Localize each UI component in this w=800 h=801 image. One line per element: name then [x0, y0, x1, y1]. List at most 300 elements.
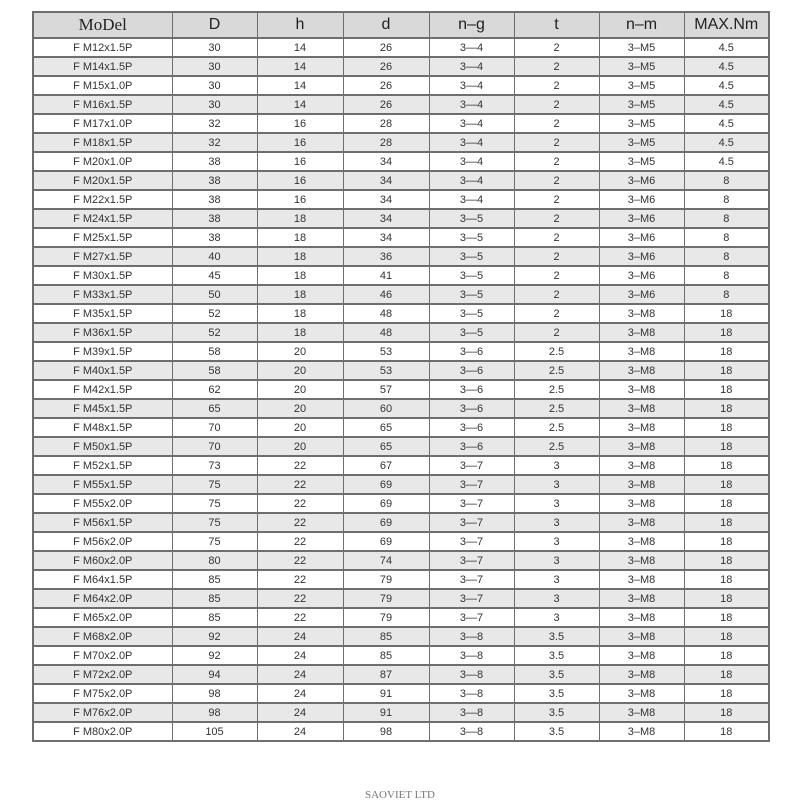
cell-h: 24 — [257, 703, 343, 722]
cell-D: 38 — [172, 228, 257, 247]
table-row — [33, 532, 769, 551]
table-row — [33, 190, 769, 209]
cell-t: 2 — [514, 247, 599, 266]
cell-n-m: 3–M8 — [599, 456, 684, 475]
cell-h: 24 — [257, 627, 343, 646]
cell-n-g: 3—4 — [429, 76, 514, 95]
table-row — [33, 266, 769, 285]
cell-n-g: 3—6 — [429, 399, 514, 418]
cell-D: 30 — [172, 76, 257, 95]
cell-max-nm: 18 — [684, 722, 769, 741]
cell-model: F M48x1.5P — [33, 418, 172, 437]
cell-n-m: 3–M8 — [599, 627, 684, 646]
cell-model: F M68x2.0P — [33, 627, 172, 646]
cell-t: 3.5 — [514, 627, 599, 646]
cell-n-g: 3—7 — [429, 551, 514, 570]
cell-max-nm: 18 — [684, 323, 769, 342]
cell-t: 2 — [514, 304, 599, 323]
table-row — [33, 589, 769, 608]
cell-t: 2 — [514, 152, 599, 171]
cell-model: F M56x2.0P — [33, 532, 172, 551]
cell-d: 26 — [343, 76, 429, 95]
header-D: D — [172, 12, 257, 38]
cell-model: F M17x1.0P — [33, 114, 172, 133]
cell-t: 2 — [514, 266, 599, 285]
table-row — [33, 76, 769, 95]
watermark-band — [0, 789, 800, 801]
table-row — [33, 152, 769, 171]
cell-model: F M15x1.0P — [33, 76, 172, 95]
table-body — [33, 38, 769, 741]
cell-model: F M42x1.5P — [33, 380, 172, 399]
cell-t: 3 — [514, 570, 599, 589]
watermark: SAOVIET LTD — [365, 789, 435, 801]
cell-max-nm: 18 — [684, 513, 769, 532]
cell-D: 58 — [172, 361, 257, 380]
cell-h: 16 — [257, 171, 343, 190]
cell-h: 22 — [257, 608, 343, 627]
cell-d: 87 — [343, 665, 429, 684]
cell-max-nm: 18 — [684, 608, 769, 627]
cell-t: 2.5 — [514, 437, 599, 456]
cell-n-m: 3–M8 — [599, 361, 684, 380]
cell-D: 70 — [172, 437, 257, 456]
cell-n-m: 3–M8 — [599, 589, 684, 608]
cell-d: 36 — [343, 247, 429, 266]
cell-model: F M36x1.5P — [33, 323, 172, 342]
cell-d: 26 — [343, 57, 429, 76]
cell-h: 22 — [257, 551, 343, 570]
cell-n-m: 3–M6 — [599, 209, 684, 228]
cell-max-nm: 8 — [684, 228, 769, 247]
cell-n-g: 3—5 — [429, 228, 514, 247]
cell-n-g: 3—8 — [429, 627, 514, 646]
cell-d: 28 — [343, 133, 429, 152]
cell-model: F M30x1.5P — [33, 266, 172, 285]
cell-n-m: 3–M8 — [599, 570, 684, 589]
cell-n-g: 3—6 — [429, 342, 514, 361]
cell-n-g: 3—4 — [429, 57, 514, 76]
cell-D: 32 — [172, 133, 257, 152]
cell-max-nm: 18 — [684, 589, 769, 608]
cell-h: 16 — [257, 190, 343, 209]
cell-D: 75 — [172, 475, 257, 494]
cell-n-m: 3–M5 — [599, 95, 684, 114]
cell-model: F M50x1.5P — [33, 437, 172, 456]
cell-d: 41 — [343, 266, 429, 285]
cell-D: 85 — [172, 589, 257, 608]
cell-n-m: 3–M5 — [599, 76, 684, 95]
cell-n-m: 3–M8 — [599, 323, 684, 342]
cell-n-m: 3–M8 — [599, 494, 684, 513]
header-max-nm: MAX.Nm — [684, 12, 769, 38]
cell-n-g: 3—6 — [429, 361, 514, 380]
cell-h: 14 — [257, 95, 343, 114]
table-row — [33, 608, 769, 627]
header-d: d — [343, 12, 429, 38]
cell-n-g: 3—7 — [429, 589, 514, 608]
cell-n-m: 3–M8 — [599, 399, 684, 418]
cell-h: 24 — [257, 684, 343, 703]
cell-h: 20 — [257, 418, 343, 437]
cell-D: 62 — [172, 380, 257, 399]
cell-h: 18 — [257, 285, 343, 304]
cell-model: F M35x1.5P — [33, 304, 172, 323]
cell-n-m: 3–M5 — [599, 152, 684, 171]
cell-model: F M40x1.5P — [33, 361, 172, 380]
cell-d: 26 — [343, 38, 429, 57]
cell-h: 18 — [257, 209, 343, 228]
cell-t: 3.5 — [514, 703, 599, 722]
header-t: t — [514, 12, 599, 38]
cell-d: 85 — [343, 627, 429, 646]
cell-max-nm: 4.5 — [684, 95, 769, 114]
cell-max-nm: 18 — [684, 399, 769, 418]
cell-h: 14 — [257, 38, 343, 57]
cell-n-g: 3—6 — [429, 437, 514, 456]
cell-model: F M12x1.5P — [33, 38, 172, 57]
cell-n-m: 3–M8 — [599, 722, 684, 741]
cell-t: 3 — [514, 608, 599, 627]
cell-model: F M18x1.5P — [33, 133, 172, 152]
cell-d: 34 — [343, 152, 429, 171]
cell-n-m: 3–M8 — [599, 684, 684, 703]
cell-max-nm: 18 — [684, 361, 769, 380]
header-n-g: n–g — [429, 12, 514, 38]
cell-model: F M72x2.0P — [33, 665, 172, 684]
cell-d: 69 — [343, 532, 429, 551]
cell-d: 34 — [343, 209, 429, 228]
cell-h: 22 — [257, 475, 343, 494]
cell-n-m: 3–M5 — [599, 114, 684, 133]
cell-n-m: 3–M5 — [599, 133, 684, 152]
cell-n-g: 3—4 — [429, 190, 514, 209]
cell-d: 34 — [343, 228, 429, 247]
table-row — [33, 703, 769, 722]
cell-max-nm: 8 — [684, 266, 769, 285]
cell-d: 48 — [343, 304, 429, 323]
cell-h: 24 — [257, 722, 343, 741]
cell-t: 2 — [514, 38, 599, 57]
cell-max-nm: 18 — [684, 703, 769, 722]
cell-max-nm: 18 — [684, 342, 769, 361]
cell-n-g: 3—7 — [429, 494, 514, 513]
header-h: h — [257, 12, 343, 38]
cell-max-nm: 18 — [684, 475, 769, 494]
cell-n-m: 3–M8 — [599, 380, 684, 399]
cell-t: 2 — [514, 114, 599, 133]
cell-D: 98 — [172, 703, 257, 722]
cell-h: 22 — [257, 570, 343, 589]
cell-t: 3.5 — [514, 646, 599, 665]
cell-n-m: 3–M8 — [599, 437, 684, 456]
cell-n-g: 3—4 — [429, 95, 514, 114]
cell-d: 69 — [343, 494, 429, 513]
cell-D: 50 — [172, 285, 257, 304]
cell-D: 52 — [172, 323, 257, 342]
cell-n-m: 3–M8 — [599, 304, 684, 323]
cell-model: F M27x1.5P — [33, 247, 172, 266]
cell-D: 85 — [172, 570, 257, 589]
cell-t: 3 — [514, 532, 599, 551]
cell-h: 22 — [257, 494, 343, 513]
table-row — [33, 342, 769, 361]
cell-D: 58 — [172, 342, 257, 361]
cell-n-g: 3—4 — [429, 38, 514, 57]
table-row — [33, 456, 769, 475]
cell-t: 3 — [514, 494, 599, 513]
cell-d: 69 — [343, 513, 429, 532]
cell-D: 105 — [172, 722, 257, 741]
cell-h: 22 — [257, 513, 343, 532]
cell-max-nm: 4.5 — [684, 152, 769, 171]
cell-model: F M64x1.5P — [33, 570, 172, 589]
table-row — [33, 171, 769, 190]
cell-n-g: 3—5 — [429, 304, 514, 323]
cell-model: F M16x1.5P — [33, 95, 172, 114]
cell-h: 20 — [257, 361, 343, 380]
cell-model: F M56x1.5P — [33, 513, 172, 532]
header-model: MoDel — [33, 12, 172, 38]
cell-n-g: 3—4 — [429, 152, 514, 171]
cell-n-g: 3—8 — [429, 646, 514, 665]
cell-n-m: 3–M6 — [599, 285, 684, 304]
cell-h: 14 — [257, 76, 343, 95]
cell-t: 2 — [514, 95, 599, 114]
cell-d: 74 — [343, 551, 429, 570]
cell-t: 2 — [514, 209, 599, 228]
cell-t: 2 — [514, 76, 599, 95]
cell-t: 2 — [514, 190, 599, 209]
cell-t: 3 — [514, 456, 599, 475]
cell-D: 75 — [172, 494, 257, 513]
table-row — [33, 380, 769, 399]
header-n-m: n–m — [599, 12, 684, 38]
cell-d: 34 — [343, 171, 429, 190]
cell-model: F M80x2.0P — [33, 722, 172, 741]
cell-d: 53 — [343, 361, 429, 380]
table-row — [33, 38, 769, 57]
cell-t: 2 — [514, 171, 599, 190]
cell-n-g: 3—6 — [429, 380, 514, 399]
cell-n-g: 3—8 — [429, 703, 514, 722]
cell-n-m: 3–M6 — [599, 247, 684, 266]
cell-d: 79 — [343, 570, 429, 589]
cell-h: 22 — [257, 456, 343, 475]
cell-max-nm: 18 — [684, 627, 769, 646]
cell-D: 80 — [172, 551, 257, 570]
cell-max-nm: 18 — [684, 304, 769, 323]
table-row — [33, 247, 769, 266]
table-row — [33, 399, 769, 418]
table-row — [33, 646, 769, 665]
cell-model: F M55x2.0P — [33, 494, 172, 513]
cell-d: 34 — [343, 190, 429, 209]
table-row — [33, 418, 769, 437]
cell-D: 45 — [172, 266, 257, 285]
cell-max-nm: 18 — [684, 494, 769, 513]
cell-h: 24 — [257, 665, 343, 684]
cell-h: 18 — [257, 247, 343, 266]
cell-D: 32 — [172, 114, 257, 133]
cell-n-g: 3—7 — [429, 608, 514, 627]
cell-D: 92 — [172, 627, 257, 646]
table-row — [33, 570, 769, 589]
cell-h: 20 — [257, 437, 343, 456]
cell-d: 69 — [343, 475, 429, 494]
cell-d: 26 — [343, 95, 429, 114]
cell-n-g: 3—7 — [429, 532, 514, 551]
table-row — [33, 323, 769, 342]
cell-max-nm: 8 — [684, 190, 769, 209]
cell-n-m: 3–M6 — [599, 228, 684, 247]
cell-t: 2 — [514, 323, 599, 342]
cell-h: 18 — [257, 323, 343, 342]
cell-d: 79 — [343, 589, 429, 608]
cell-model: F M22x1.5P — [33, 190, 172, 209]
cell-D: 73 — [172, 456, 257, 475]
cell-max-nm: 18 — [684, 551, 769, 570]
cell-max-nm: 18 — [684, 646, 769, 665]
cell-d: 98 — [343, 722, 429, 741]
cell-max-nm: 18 — [684, 380, 769, 399]
table-row — [33, 114, 769, 133]
cell-max-nm: 4.5 — [684, 57, 769, 76]
cell-D: 38 — [172, 152, 257, 171]
cell-t: 3 — [514, 475, 599, 494]
cell-max-nm: 4.5 — [684, 114, 769, 133]
cell-D: 52 — [172, 304, 257, 323]
cell-D: 38 — [172, 209, 257, 228]
table-row — [33, 228, 769, 247]
cell-h: 16 — [257, 133, 343, 152]
cell-D: 40 — [172, 247, 257, 266]
cell-model: F M39x1.5P — [33, 342, 172, 361]
cell-t: 2.5 — [514, 380, 599, 399]
cell-d: 79 — [343, 608, 429, 627]
cell-model: F M24x1.5P — [33, 209, 172, 228]
cell-d: 46 — [343, 285, 429, 304]
cell-D: 65 — [172, 399, 257, 418]
cell-d: 48 — [343, 323, 429, 342]
cell-n-g: 3—7 — [429, 570, 514, 589]
cell-model: F M45x1.5P — [33, 399, 172, 418]
cell-n-m: 3–M8 — [599, 608, 684, 627]
cell-h: 16 — [257, 152, 343, 171]
cell-h: 24 — [257, 646, 343, 665]
cell-n-g: 3—4 — [429, 171, 514, 190]
cell-D: 92 — [172, 646, 257, 665]
cell-d: 65 — [343, 418, 429, 437]
cell-n-m: 3–M6 — [599, 190, 684, 209]
cell-max-nm: 8 — [684, 247, 769, 266]
cell-h: 22 — [257, 589, 343, 608]
cell-D: 30 — [172, 95, 257, 114]
cell-t: 2.5 — [514, 342, 599, 361]
table-row — [33, 304, 769, 323]
cell-d: 28 — [343, 114, 429, 133]
cell-n-m: 3–M5 — [599, 38, 684, 57]
cell-model: F M20x1.0P — [33, 152, 172, 171]
cell-n-g: 3—7 — [429, 513, 514, 532]
cell-n-g: 3—5 — [429, 209, 514, 228]
header-row — [33, 12, 769, 38]
cell-n-g: 3—7 — [429, 475, 514, 494]
cell-n-m: 3–M8 — [599, 513, 684, 532]
cell-model: F M52x1.5P — [33, 456, 172, 475]
cell-d: 91 — [343, 684, 429, 703]
cell-n-g: 3—8 — [429, 722, 514, 741]
cell-D: 30 — [172, 57, 257, 76]
cell-model: F M14x1.5P — [33, 57, 172, 76]
cell-d: 91 — [343, 703, 429, 722]
cell-max-nm: 18 — [684, 684, 769, 703]
cell-n-g: 3—7 — [429, 456, 514, 475]
cell-D: 85 — [172, 608, 257, 627]
cell-max-nm: 18 — [684, 665, 769, 684]
cell-t: 2 — [514, 133, 599, 152]
cell-max-nm: 8 — [684, 171, 769, 190]
cell-h: 16 — [257, 114, 343, 133]
cell-n-g: 3—4 — [429, 114, 514, 133]
table-row — [33, 361, 769, 380]
cell-h: 20 — [257, 380, 343, 399]
cell-model: F M76x2.0P — [33, 703, 172, 722]
cell-max-nm: 8 — [684, 209, 769, 228]
cell-d: 57 — [343, 380, 429, 399]
cell-n-g: 3—5 — [429, 247, 514, 266]
cell-n-m: 3–M5 — [599, 57, 684, 76]
cell-model: F M20x1.5P — [33, 171, 172, 190]
cell-max-nm: 18 — [684, 532, 769, 551]
table-row — [33, 437, 769, 456]
cell-d: 60 — [343, 399, 429, 418]
cell-n-g: 3—4 — [429, 133, 514, 152]
cell-model: F M75x2.0P — [33, 684, 172, 703]
cell-D: 38 — [172, 171, 257, 190]
cell-h: 18 — [257, 304, 343, 323]
cell-n-g: 3—5 — [429, 285, 514, 304]
cell-n-m: 3–M6 — [599, 266, 684, 285]
cell-n-m: 3–M8 — [599, 646, 684, 665]
cell-t: 3.5 — [514, 665, 599, 684]
cell-n-m: 3–M8 — [599, 342, 684, 361]
spec-table — [32, 11, 770, 742]
cell-t: 3 — [514, 589, 599, 608]
cell-d: 85 — [343, 646, 429, 665]
cell-D: 70 — [172, 418, 257, 437]
table-row — [33, 57, 769, 76]
cell-model: F M60x2.0P — [33, 551, 172, 570]
cell-D: 30 — [172, 38, 257, 57]
cell-d: 67 — [343, 456, 429, 475]
cell-D: 98 — [172, 684, 257, 703]
cell-d: 53 — [343, 342, 429, 361]
cell-model: F M65x2.0P — [33, 608, 172, 627]
cell-max-nm: 18 — [684, 437, 769, 456]
cell-n-m: 3–M6 — [599, 171, 684, 190]
cell-n-g: 3—5 — [429, 266, 514, 285]
table-row — [33, 494, 769, 513]
cell-h: 20 — [257, 342, 343, 361]
cell-t: 2 — [514, 57, 599, 76]
cell-d: 65 — [343, 437, 429, 456]
cell-max-nm: 18 — [684, 418, 769, 437]
table-row — [33, 95, 769, 114]
table-row — [33, 133, 769, 152]
cell-model: F M64x2.0P — [33, 589, 172, 608]
cell-model: F M70x2.0P — [33, 646, 172, 665]
